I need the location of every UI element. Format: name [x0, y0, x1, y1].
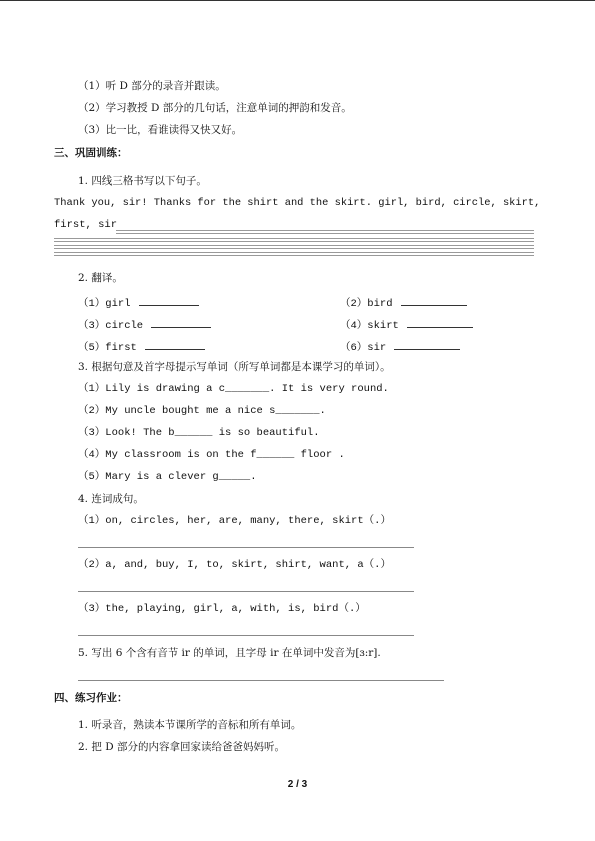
answer-blank[interactable]: [401, 294, 467, 306]
q2-item-label: （5）first: [78, 342, 137, 354]
q2-item: [78, 316, 211, 333]
q4-title: 4. 连词成句。: [78, 493, 144, 505]
q2-item: [340, 294, 467, 311]
q2-item-label: （3）circle: [78, 320, 144, 332]
q2-item-label: （6）sir: [340, 342, 387, 354]
q2-item: [340, 338, 460, 355]
q3-item-1: （1）Lily is drawing a c_______. It is very round.: [78, 383, 389, 395]
homework-item-1: 1. 听录音，熟读本节课所学的音标和所有单词。: [78, 719, 302, 731]
answer-line[interactable]: [78, 547, 414, 548]
q4-item-3: （3）the, playing, girl, a, with, is, bird（.）: [78, 603, 366, 615]
answer-blank[interactable]: [145, 338, 205, 350]
intro-item-3: （3）比一比，看谁读得又快又好。: [78, 124, 243, 136]
q2-item-label: （4）skirt: [340, 320, 399, 332]
q2-item: [78, 338, 205, 355]
q2-item-label: （1）girl: [78, 298, 131, 310]
q4-item-1: （1）on, circles, her, are, many, there, skirt（.）: [78, 515, 391, 527]
answer-line[interactable]: [78, 680, 444, 681]
answer-line[interactable]: [78, 635, 414, 636]
answer-line[interactable]: [78, 591, 414, 592]
answer-blank[interactable]: [407, 316, 473, 328]
q5-title: 5. 写出 6 个含有音节 ir 的单词，且字母 ir 在单词中发音为[ɜ:r].: [78, 647, 381, 659]
q4-item-2: （2）a, and, buy, I, to, skirt, shirt, want, a（.）: [78, 559, 391, 571]
writing-line: [54, 238, 534, 242]
writing-line: [116, 230, 534, 234]
intro-item-2: （2）学习教授 D 部分的几句话，注意单词的押韵和发音。: [78, 102, 352, 114]
homework-item-2: 2. 把 D 部分的内容拿回家读给爸爸妈妈听。: [78, 741, 285, 753]
q3-item-5: （5）Mary is a clever g_____.: [78, 471, 257, 483]
answer-blank[interactable]: [151, 316, 211, 328]
q3-item-2: （2）My uncle bought me a nice s_______.: [78, 405, 326, 417]
answer-blank[interactable]: [394, 338, 460, 350]
page-number: 2 / 3: [287, 779, 308, 790]
answer-blank[interactable]: [139, 294, 199, 306]
q1-title: 1. 四线三格书写以下句子。: [78, 175, 207, 187]
section-4-title: 四、练习作业：: [54, 692, 128, 704]
q2-item-label: （2）bird: [340, 298, 393, 310]
intro-item-1: （1）听 D 部分的录音并跟读。: [78, 80, 226, 92]
q2-item: [340, 316, 473, 333]
q3-title: 3. 根据句意及首字母提示写单词（所写单词都是本课学习的单词）。: [78, 361, 391, 373]
writing-line: [54, 252, 534, 256]
q2-title: 2. 翻译。: [78, 272, 123, 284]
top-border: [0, 0, 595, 1]
q1-sentence-line2: first, sir: [54, 219, 118, 231]
writing-line: [54, 245, 534, 249]
q1-sentence-line1: Thank you, sir! Thanks for the shirt and the skirt. girl, bird, circle, skirt,: [54, 197, 541, 209]
q2-item: [78, 294, 199, 311]
q3-item-3: （3）Look! The b______ is so beautiful.: [78, 427, 320, 439]
q3-item-4: （4）My classroom is on the f______ floor .: [78, 449, 345, 461]
section-3-title: 三、巩固训练：: [54, 147, 128, 159]
